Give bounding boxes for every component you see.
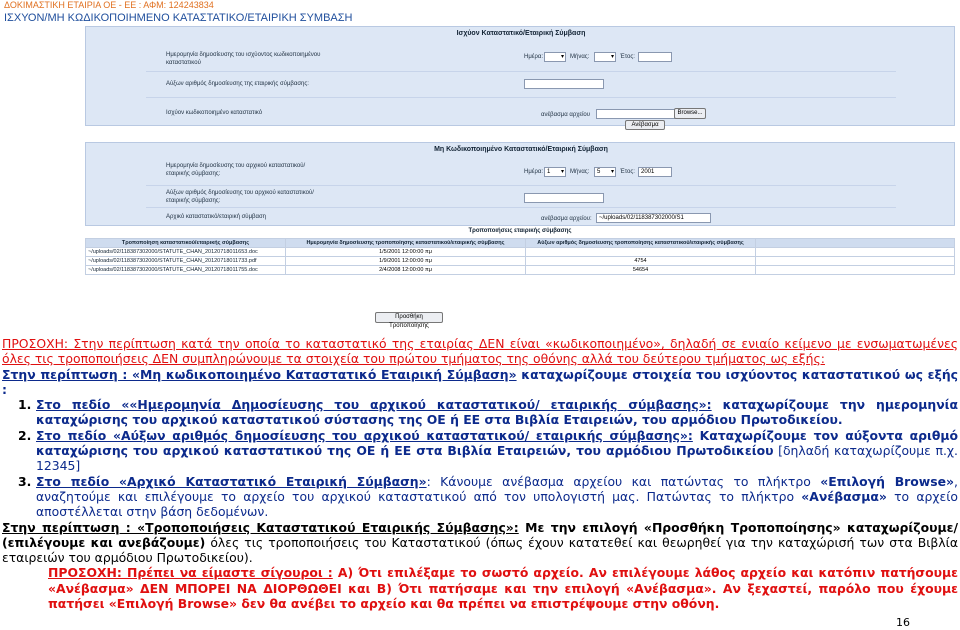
item3-paragraph: [2, 474, 958, 520]
item3-text-e: το αρχείο αποστέλλεται στην βάση δεδομένων.: [36, 488, 958, 520]
item2-paragraph: [2, 428, 958, 474]
amendments-col-extra: [756, 239, 955, 248]
panel2-upload-label: ανέβασμα αρχείου:: [541, 216, 592, 222]
page-number: 16: [896, 616, 910, 629]
panel2-number-input[interactable]: [524, 193, 604, 203]
table-cell: [756, 248, 955, 257]
amendment-date: 2/4/2008 12:00:00 πμ: [286, 266, 526, 275]
amendments-col-date: Ημερομηνία δημοσίευσης τροποποίησης καταστατικού/εταιρικής σύμβασης: [286, 239, 526, 248]
panel1-month-label: Μήνας:: [570, 54, 590, 60]
current-statute-panel: [85, 26, 955, 126]
panel1-year-label: Έτος:: [620, 54, 635, 60]
panel1-day-label: Ημέρα:: [524, 54, 544, 60]
item3-heading: Στο πεδίο «Αρχικό Καταστατικό Εταιρική Σύμβαση»: [36, 473, 427, 489]
panel2-month-label: Μήνας:: [570, 169, 590, 175]
amendments-table: [85, 238, 955, 275]
amendment-file-link[interactable]: ~/uploads/02/118387302000/STATUTE_CHAN_20120718011733.pdf: [86, 257, 286, 266]
table-cell: [756, 257, 955, 266]
item2-bold: Καταχωρίζουμε τον αύξοντα αριθμό καταχώρισης του αρχικού καταστατικού της ΟΕ ή ΕΕ στα Βιβλία Εταιρειών, του αρμόδιου Πρωτοδικείου: [36, 427, 958, 459]
amendment-number: 54654: [526, 266, 756, 275]
panel2-day-select[interactable]: 1 ▾: [544, 167, 566, 177]
panel2-file-label: Αρχικό καταστατικό/εταιρική σύμβαση: [166, 214, 266, 220]
case1-heading: Στην περίπτωση : «Μη κωδικοποιημένο Καταστατικό Εταιρική Σύμβαση»: [2, 366, 517, 382]
form-screenshot: [85, 26, 955, 330]
panel1-number-label: Αύξων αριθμός δημοσίευσης της εταιρικής σύμβασης:: [166, 81, 309, 87]
amendment-file-link[interactable]: ~/uploads/02/118387302000/STATUTE_CHAN_20120718011755.doc: [86, 266, 286, 275]
panel1-file-input[interactable]: [596, 109, 686, 119]
item1-rest: καταχωρίζουμε την ημερομηνία καταχώρισης του αρχικού καταστατικού σύστασης της ΟΕ ή ΕΕ στα Βιβλία Εταιρειών, του αρμόδιου Πρωτοδικείου.: [36, 397, 958, 428]
amendments-caption: Τροποποιήσεις εταιρικής σύμβασης: [468, 228, 572, 234]
panel1-year-input[interactable]: [638, 52, 672, 62]
divider: [146, 185, 896, 186]
final-warning-paragraph: [2, 565, 958, 611]
non-codified-statute-panel: [85, 142, 955, 226]
table-row: [86, 248, 955, 257]
amendment-number: 4754: [526, 257, 756, 266]
case2-text-a: Με την επιλογή «Προσθήκη Τροποποίησης» καταχωρίζουμε/ (επιλέγουμε και ανεβάζουμε): [2, 519, 958, 550]
case1-rest: καταχωρίζουμε στοιχεία του ισχύοντος καταστατικού ως εξής :: [2, 366, 959, 397]
divider: [146, 207, 896, 208]
item1-number: 1.: [18, 397, 32, 413]
divider: [146, 97, 896, 98]
item3-text-b: «Επιλογή Browse»: [820, 473, 955, 489]
amendments-col-number: Αύξων αριθμός δημοσίευσης τροποποίησης καταστατικού/εταιρικής σύμβασης: [526, 239, 756, 248]
panel2-title: Μη Κωδικοποιημένο Καταστατικό/Εταιρική Σύμβαση: [434, 146, 608, 153]
add-amendment-button[interactable]: Προσθήκη Τροποποίησης: [375, 312, 443, 323]
item2-heading: Στο πεδίο «Αύξων αριθμός δημοσίευσης του αρχικού καταστατικού/ εταιρικής σύμβασης»:: [36, 427, 693, 443]
panel1-day-select[interactable]: [544, 52, 566, 62]
final-warning-heading: ΠΡΟΣΟΧΗ: Πρέπει να είμαστε σίγουροι :: [48, 565, 333, 581]
item3-text-a: : Κάνουμε ανέβασμα αρχείου και πατώντας το πλήκτρο: [426, 473, 821, 489]
panel1-month-select[interactable]: [594, 52, 616, 62]
panel1-number-input[interactable]: [524, 79, 604, 89]
case2-paragraph: [2, 520, 958, 566]
panel1-title: Ισχύον Καταστατικό/Εταιρική Σύμβαση: [456, 30, 586, 37]
case2-text-b: όλες τις τροποποιήσεις του Καταστατικού (όπως έχουν κατατεθεί και θεωρηθεί για την καταχώρισή των στα Βιβλία εταιρειών του αρμόδιου Πρωτοδικείου).: [2, 534, 958, 566]
warning-paragraph: ΠΡΟΣΟΧΗ: Στην περίπτωση κατά την οποία το καταστατικό της εταιρίας ΔΕΝ είναι «κωδικοποιημένο», δηλαδή σε ενιαίο κείμενο με ενσωματωμένες όλες τις τροποποιήσεις ΔΕΝ συμπληρώνουμε τα στοιχεία του πρώτου τμήματος της οθόνης αλλά του δεύτερου τμήματος ως εξής:: [2, 336, 958, 367]
table-cell: [756, 266, 955, 275]
panel2-day-label: Ημέρα:: [524, 169, 544, 175]
case2-heading: Στην περίπτωση : «Τροποποιήσεις Καταστατικού Εταιρικής Σύμβασης»:: [2, 519, 519, 535]
amendments-col-file: Τροποποίηση καταστατικού/εταιρικής σύμβασης: [86, 239, 286, 248]
item2-rest: [δηλαδή καταχωρίζουμε π.χ. 12345]: [36, 443, 958, 474]
case1-paragraph: [2, 367, 958, 398]
amendment-number: [526, 248, 756, 257]
table-row: [86, 257, 955, 266]
panel2-file-input[interactable]: ~/uploads/02/118387302000/S1: [596, 213, 711, 223]
panel2-year-input[interactable]: 2001: [638, 167, 672, 177]
panel2-number-label: Αύξων αριθμός δημοσίευσης του αρχικού καταστατικού/εταιρικής σύμβασης:: [166, 190, 314, 204]
panel2-month-select[interactable]: 5 ▾: [594, 167, 616, 177]
company-header: ΔΟΚΙΜΑΣΤΙΚΗ ΕΤΑΙΡΙΑ ΟΕ - ΕΕ : ΑΦΜ: 124243834: [4, 0, 214, 10]
item2-number: 2.: [18, 427, 32, 443]
panel1-upload-label: ανέβασμα αρχείου: [541, 112, 591, 118]
panel1-date-label: Ημερομηνία δημοσίευσης του ισχύοντος κωδικοποιημένου καταστατικού: [166, 52, 321, 66]
item3-text-d: «Ανέβασμα»: [801, 488, 887, 504]
item1-paragraph: [2, 397, 958, 428]
item3-text-c: , αναζητούμε και επιλέγουμε το αρχείο του αρχικού καταστατικού από τον υπολογιστή μας. Πατώντας το πλήκτρο: [36, 473, 958, 504]
panel2-year-label: Έτος:: [620, 169, 635, 175]
divider: [146, 71, 896, 72]
browse-button[interactable]: Browse...: [674, 108, 706, 119]
panel1-file-label: Ισχύον κωδικοποιημένο καταστατικό: [166, 110, 263, 116]
amendment-date: 1/9/2001 12:00:00 πμ: [286, 257, 526, 266]
item3-number: 3.: [18, 473, 32, 489]
table-row: [86, 266, 955, 275]
upload-button[interactable]: Ανέβασμα: [625, 120, 665, 130]
amendment-file-link[interactable]: ~/uploads/02/118387302000/STATUTE_CHAN_20120718011653.doc: [86, 248, 286, 257]
final-warning-text: Α) Ότι επιλέξαμε το σωστό αρχείο. Αν επιλέγουμε λάθος αρχείο και κατόπιν πατήσουμε «Ανέβασμα» ΔΕΝ ΜΠΟΡΕΙ ΝΑ ΔΙΟΡΘΩΘΕΙ και Β) Ότι πατήσαμε και την επιλογή «Ανέβασμα». Αν ξεχαστεί, παρόλο που έχουμε πατήσει «Επιλογή Browse» δεν θα ανέβει το αρχείο και θα πρέπει να επιστρέψουμε στην οθόνη.: [48, 565, 958, 612]
panel2-date-label: Ημερομηνία δημοσίευσης του αρχικού καταστατικού/εταιρικής σύμβασης:: [166, 163, 306, 177]
section-subtitle: ΙΣΧΥΟΝ/ΜΗ ΚΩΔΙΚΟΠΟΙΗΜΕΝΟ ΚΑΤΑΣΤΑΤΙΚΟ/ΕΤΑΙΡΙΚΗ ΣΥΜΒΑΣΗ: [4, 12, 353, 24]
instructions-text: [2, 336, 958, 611]
amendment-date: 1/5/2001 12:00:00 πμ: [286, 248, 526, 257]
item1-heading: Στο πεδίο ««Ημερομηνία Δημοσίευσης του αρχικού καταστατικού/ εταιρικής σύμβασης»:: [36, 397, 712, 413]
